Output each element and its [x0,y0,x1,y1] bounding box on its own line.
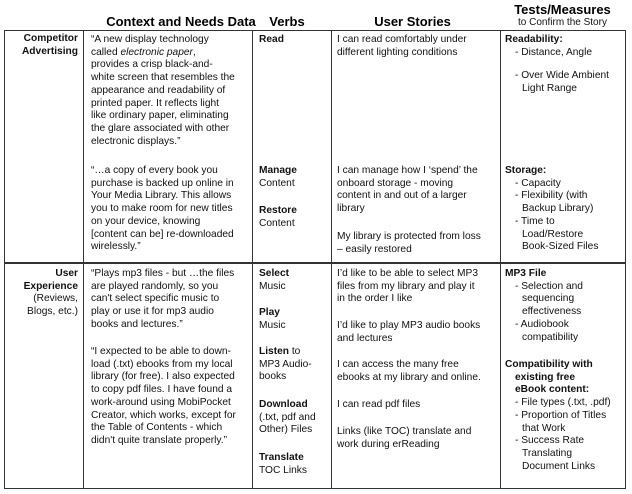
test-item: Light Range [522,83,577,95]
text-line: “Plays mp3 files - but …the files [91,268,235,279]
verb-select [259,268,289,293]
verb-object: MP3 Audio- [259,358,312,370]
quote-electronic-paper [91,34,251,148]
verb-line [259,346,312,359]
story-library-protected [337,231,499,256]
test-item: - Proportion of Titles [515,409,607,421]
verb-play [259,307,286,332]
test-item: - Distance, Angle [515,46,593,58]
spacer [505,59,625,70]
test-item: that Work [522,422,566,434]
label-line: Competitor [23,33,78,44]
text-line: wirelessly.” [91,241,141,253]
story-toc-links [337,426,499,451]
text-line [91,47,251,60]
text-line: play or use it for mp3 audio [91,306,214,318]
verb-object: (.txt, pdf and [259,411,316,423]
text-line: Links (like TOC) translate and [337,426,472,437]
verb-object: TOC Links [259,464,307,476]
quote-mp3-random [91,268,251,332]
text-line: didn't quite translate properly.” [91,434,227,446]
row-label-user-experience [6,268,78,319]
text-line: to copy pdf files. I have found a [91,384,233,396]
story-manage-storage [337,165,499,216]
test-item: Book-Sized Files [522,241,599,253]
verb-object: Other) Files [259,424,313,436]
test-item: - Over Wide Ambient [515,70,609,82]
story-read-lighting [337,34,499,59]
col-divider-2 [252,30,253,489]
verb-word: Manage [259,165,297,176]
test-heading: Readability: [505,34,563,45]
tests-mp3-file [505,268,625,344]
text-line: content in and out of a larger [337,190,467,202]
verb-word: Play [259,307,280,318]
text-line: I’d like to be able to select MP3 [337,268,479,279]
text-line: Your Media Library. This allows [91,190,232,202]
test-item: - Audiobook [515,318,569,330]
italic-term: electronic paper [120,46,193,58]
text-line: load (.txt) ebooks from my local [91,358,233,370]
text-line: I can access the many free [337,359,459,370]
test-item: - Selection and [515,280,583,292]
test-item: Backup Library) [522,203,594,215]
verb-manage [259,165,297,190]
text-line: work during erReading [337,438,440,450]
test-item: compatibility [522,331,579,343]
text-line: on your device, knowing [91,215,201,227]
label-line: Experience [23,280,78,292]
verb-word: Select [259,268,290,279]
test-heading: Compatibility with [505,359,593,370]
test-item: effectiveness [522,306,582,318]
label-line: User [55,268,78,279]
verb-translate [259,452,307,477]
row-label-competitor [6,33,78,58]
tests-storage [505,165,625,254]
test-item: - Flexibility (with [515,190,588,202]
col-divider-4 [500,30,501,489]
verb-object: Music [259,280,286,292]
col-divider-3 [331,30,332,489]
test-item: sequencing [522,293,575,305]
verb-object: Content [259,217,295,229]
story-play-audiobooks [337,320,499,345]
text-line: electronic displays.” [91,135,181,147]
test-item: - Success Rate [515,435,585,447]
text-line: I’d like to play MP3 audio books [337,320,481,331]
text-line: books and lectures.” [91,318,183,330]
text-line: the glare associated with other [91,122,230,134]
text-line: and lectures [337,332,393,344]
text-line: [content can be] re-downloaded [91,228,234,240]
verb-listen [259,346,312,384]
verb-object: Music [259,319,286,331]
label-line: (Reviews, [33,293,78,305]
text-line: I can manage how I ‘spend’ the [337,165,478,176]
text-span: , [192,46,196,58]
header-tests: Tests/Measures [514,2,611,17]
label-line: Advertising [21,45,78,57]
tests-readability [505,34,625,96]
tests-compatibility [505,359,625,473]
verb-word: Download [259,399,308,410]
test-heading: Storage: [505,165,547,176]
label-line: Blogs, etc.) [27,306,78,318]
header-tests-subtitle: to Confirm the Story [518,17,607,28]
text-line: are played randomly, so you [91,280,219,292]
text-span: called [91,46,121,58]
text-line: library (for free). I also expected [91,371,235,383]
story-free-ebooks [337,359,499,384]
header-context: Context and Needs Data [106,14,256,29]
text-line: ebooks at my library and online. [337,371,481,383]
text-line: – easily restored [337,243,412,255]
test-heading: existing free [515,371,576,383]
verb-word: Listen [259,346,290,357]
story-select-mp3 [337,268,499,306]
verb-after: to [289,346,301,357]
text-line: I can read comfortably under [337,34,467,45]
text-line: like ordinary paper, eliminating [91,110,229,122]
text-line: white screen that resembles the [91,72,235,84]
text-line: in the order I like [337,293,413,305]
text-line: “I expected to be able to down- [91,346,231,357]
header-user-stories: User Stories [374,14,451,29]
text-line: Creator, which works, except for [91,409,236,421]
verb-word: Translate [259,452,304,463]
quote-download-ebooks [91,346,251,448]
text-line: provides a crisp black-and- [91,59,213,71]
text-line: printed paper. It reflects light [91,97,219,109]
quote-media-library [91,165,251,254]
test-heading: MP3 File [505,268,547,279]
text-line: library [337,203,365,215]
text-line: files from my library and play it [337,280,475,292]
text-line: work-around using MobiPocket [91,396,231,408]
verb-object: books [259,371,287,383]
verb-object: Content [259,177,295,189]
row-divider [4,262,626,264]
test-item: Load/Restore [522,228,584,240]
text-line: different lighting conditions [337,46,458,58]
col-divider-1 [83,30,84,489]
header-verbs: Verbs [269,14,305,29]
story-read-pdf [337,399,499,412]
test-item: - Time to [515,215,555,227]
test-heading: eBook content: [515,384,590,396]
test-item: - File types (.txt, .pdf) [515,397,611,409]
text-line: purchase is backed up online in [91,177,234,189]
test-item: Document Links [522,460,596,472]
text-line: “…a copy of every book you [91,165,218,176]
verb-read: Read [259,34,284,45]
text-line: appearance and readability of [91,84,226,96]
text-line: I can read pdf files [337,399,421,410]
text-line: My library is protected from loss [337,231,481,242]
text-line: the Table of Contents - which [91,422,223,434]
verb-restore [259,205,297,230]
text-line: onboard storage - moving [337,177,454,189]
text-line: can't select specific music to [91,293,220,305]
text-line: you to make room for new titles [91,203,233,215]
test-item: Translating [522,447,573,459]
verb-word: Restore [259,205,297,216]
test-item: - Capacity [515,177,561,189]
text-line: “A new display technology [91,34,209,45]
verb-download [259,399,316,437]
